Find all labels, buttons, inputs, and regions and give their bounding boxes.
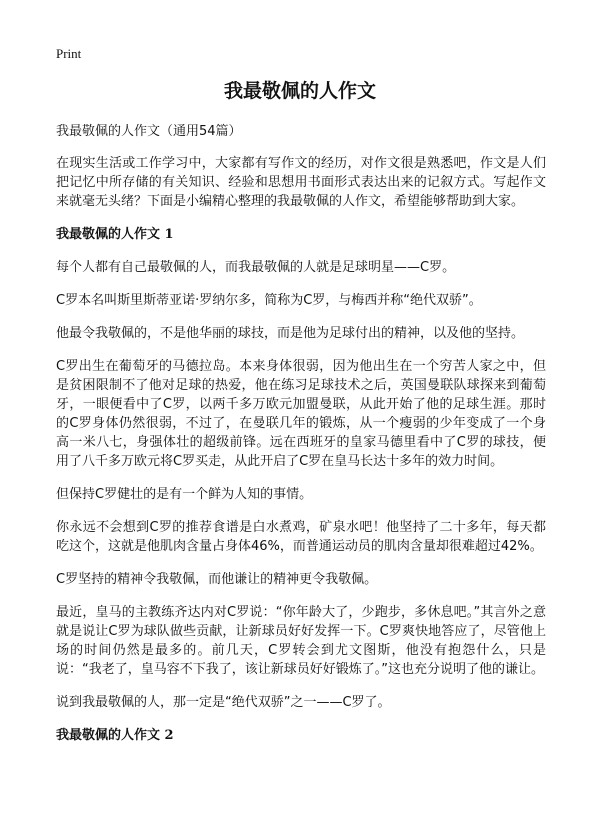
article-body [56,122,546,759]
paragraph: 说到我最敬佩的人，那一定是“绝代双骄”之一——C罗了。 [56,695,391,710]
section-heading-1: 我最敬佩的人作文 1 [56,227,174,242]
page-title: 我最敬佩的人作文 [223,80,376,102]
paragraph: C罗本名叫斯里斯蒂亚诺·罗纳尔多，简称为C罗，与梅西并称“绝代双骄”。 [56,293,482,308]
paragraph: 最近，皇马的主教练齐达内对C罗说：“你年龄大了，少跑步，多休息吧。”其言外之意就是说让C罗为球队做些贡献，让新球员好好发挥一下。C罗爽快地答应了，尽管他上场的时间仍然是最多的。前几天，C罗转会到尤文图斯，他没有抱怨什么，只是说：“我老了，皇马容不下我了，该让新球员好好锻炼了。”这也充分说明了他的谦让。 [56,605,546,677]
paragraph: 但保持C罗健壮的是有一个鲜为人知的事情。 [56,487,313,502]
paragraph: 每个人都有自己最敬佩的人，而我最敬佩的人就是足球明星——C罗。 [56,260,456,275]
intro-paragraph: 在现实生活或工作学习中，大家都有写作文的经历，对作文很是熟悉吧，作文是人们把记忆中所存储的有关知识、经验和思想用书面形式表达出来的记叙方式。写起作文来就毫无头绪？下面是小编精心整理的我最敬佩的人作文，希望能够帮助到大家。 [56,156,546,209]
print-link[interactable]: Print [56,46,82,61]
article-subtitle: 我最敬佩的人作文（通用54篇） [56,124,242,139]
paragraph: 你永远不会想到C罗的推荐食谱是白水煮鸡，矿泉水吧！他坚持了二十多年，每天都吃这个，这就是他肌肉含量占身体46%，而普通运动员的肌肉含量却很难超过42%。 [56,520,546,554]
section-heading-2: 我最敬佩的人作文 2 [56,728,174,743]
paragraph: C罗坚持的精神令我敬佩，而他谦让的精神更令我敬佩。 [56,572,378,587]
paragraph: 他最令我敬佩的，不是他华丽的球技，而是他为足球付出的精神，以及他的坚持。 [56,326,525,341]
paragraph: C罗出生在葡萄牙的马德拉岛。本来身体很弱，因为他出生在一个穷苦人家之中，但是贫困限制不了他对足球的热爱，他在练习足球技术之后，英国曼联队球探来到葡萄牙，一眼便看中了C罗，以两千多万欧元加盟曼联，从此开始了他的足球生涯。那时的C罗身体仍然很弱，不过了，在曼联几年的锻炼，从一个瘦弱的少年变成了一个身高一米八七，身强体壮的超级前锋。远在西班牙的皇家马德里看中了C罗的球技，便用了八千多万欧元将C罗买走，从此开启了C罗在皇马长达十多年的效力时间。 [56,359,546,469]
